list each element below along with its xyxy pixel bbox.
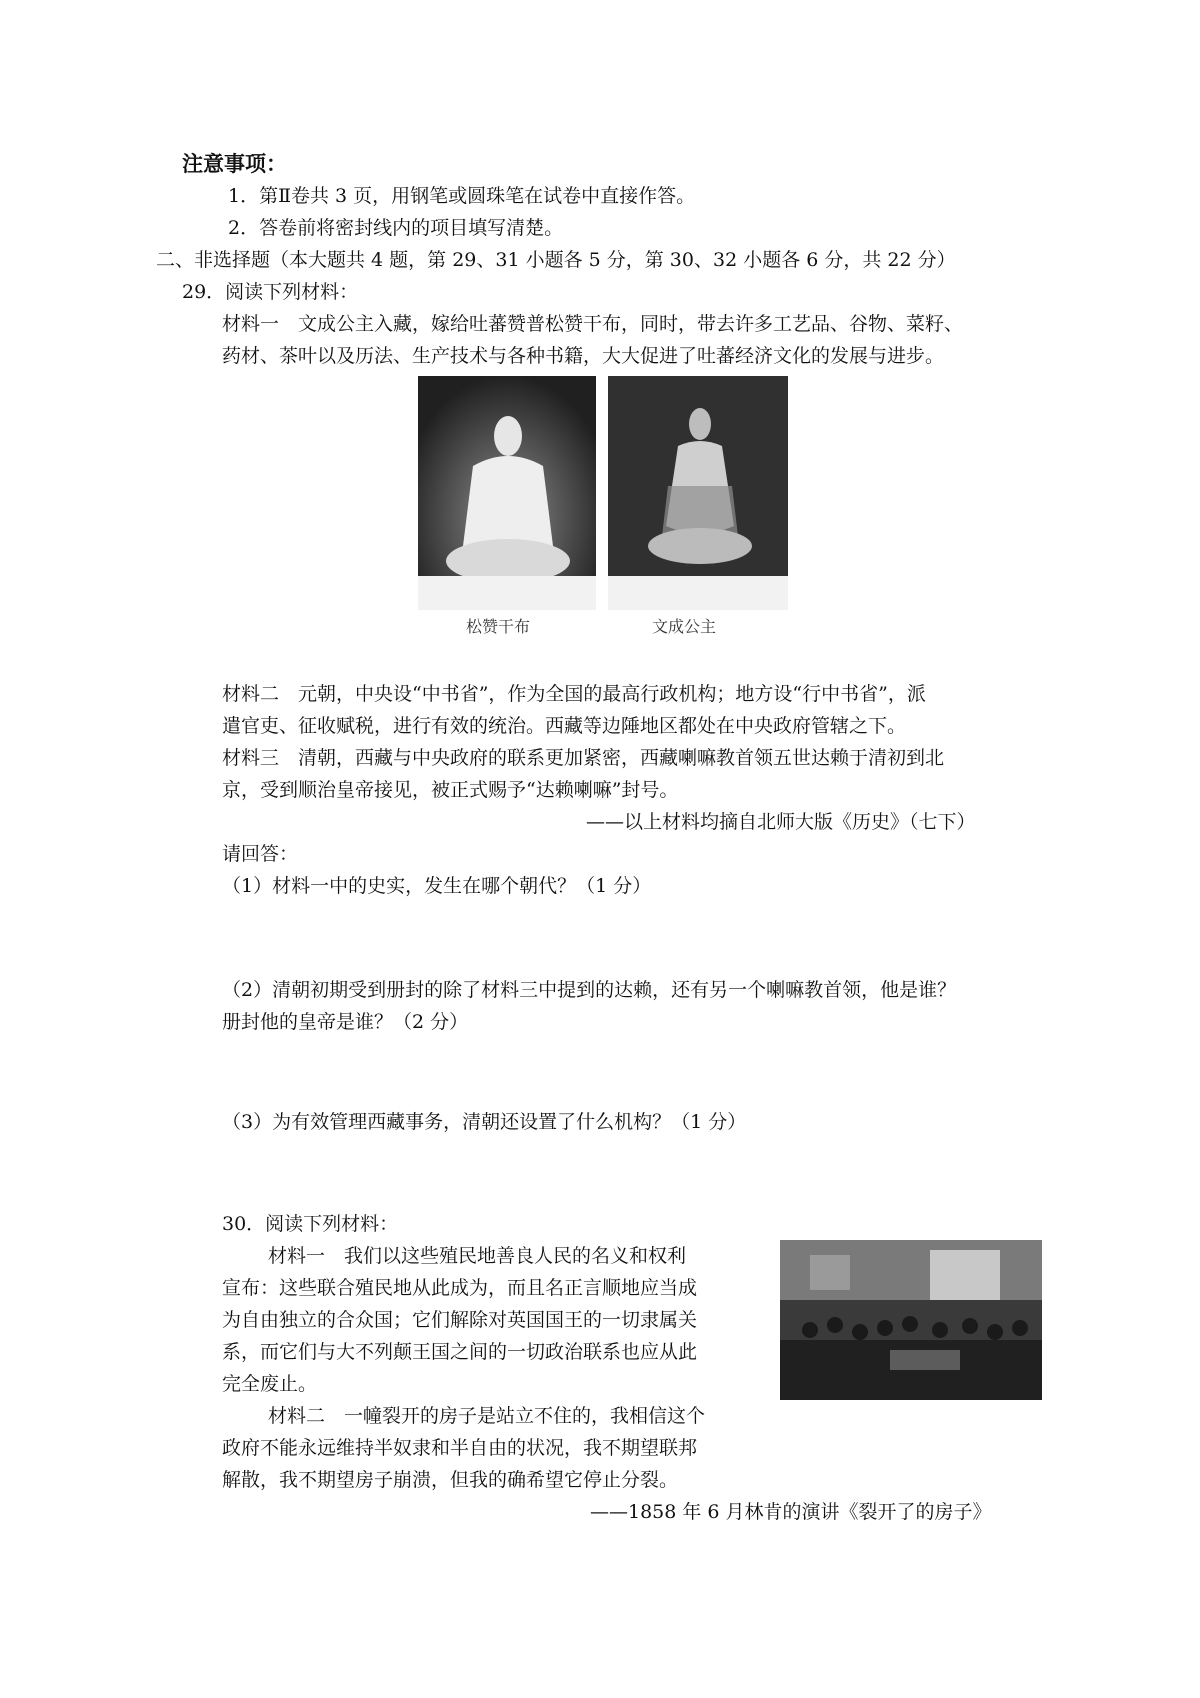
q30-material1-line5: 完全废止。 [222,1373,318,1395]
statue-icon [418,376,596,610]
notice-title: 注意事项： [182,152,287,176]
q29-material3-line1: 材料三 清朝，西藏与中央政府的联系更加紧密，西藏喇嘛教首领五世达赖于清初到北 [222,747,945,769]
q29-material3-line2: 京，受到顺治皇帝接见，被正式赐予“达赖喇嘛”封号。 [222,779,679,801]
songtsen-gampo-photo [418,376,596,610]
q30-material2-line1: 材料二 一幢裂开的房子是站立不住的，我相信这个 [268,1405,706,1427]
princess-wencheng-photo [608,376,788,610]
princess-wencheng-caption: 文成公主 [652,617,717,636]
q30-source: ——1858 年 6 月林肯的演讲《裂开了的房子》 [590,1501,992,1523]
q29-material1-line2: 药材、茶叶以及历法、生产技术与各种书籍，大大促进了吐蕃经济文化的发展与进步。 [222,345,945,367]
q29-intro: 29．阅读下列材料： [182,281,359,303]
q30-material2-line2: 政府不能永远维持半奴隶和半自由的状况，我不期望联邦 [222,1437,698,1459]
q29-subquestion-2-line1: （2）清朝初期受到册封的除了材料三中提到的达赖，还有另一个喇嘛教首领，他是谁？ [222,979,957,1001]
q30-intro: 30．阅读下列材料： [222,1213,399,1235]
q30-material1-line1: 材料一 我们以这些殖民地善良人民的名义和权利 [268,1245,687,1267]
q29-ask: 请回答： [222,843,299,865]
q30-material1-line2: 宣布：这些联合殖民地从此成为，而且名正言顺地应当成 [222,1277,698,1299]
q29-material2-line1: 材料二 元朝，中央设“中书省”，作为全国的最高行政机构；地方设“行中书省”，派 [222,683,926,705]
notice-item-2: 2．答卷前将密封线内的项目填写清楚。 [228,217,564,239]
q30-material1-line4: 系，而它们与大不列颠王国之间的一切政治联系也应从此 [222,1341,698,1363]
q30-material2-line3: 解散，我不期望房子崩溃，但我的确希望它停止分裂。 [222,1469,679,1491]
painting-icon [780,1240,1042,1400]
q29-material1-line1: 材料一 文成公主入藏，嫁给吐蕃赞普松赞干布，同时，带去许多工艺品、谷物、菜籽、 [222,313,964,335]
q29-material2-line2: 遣官吏、征收赋税，进行有效的统治。西藏等边陲地区都处在中央政府管辖之下。 [222,715,907,737]
q29-subquestion-1: （1）材料一中的史实，发生在哪个朝代？（1 分） [222,875,652,897]
declaration-painting [780,1240,1042,1400]
notice-item-1: 1．第Ⅱ卷共 3 页，用钢笔或圆珠笔在试卷中直接作答。 [228,185,696,207]
q29-source: ——以上材料均摘自北师大版《历史》（七下） [586,811,976,833]
statue-icon [608,376,788,610]
q29-subquestion-2-line2: 册封他的皇帝是谁？（2 分） [222,1011,469,1033]
q30-material1-line3: 为自由独立的合众国；它们解除对英国国王的一切隶属关 [222,1309,698,1331]
songtsen-gampo-caption: 松赞干布 [466,617,531,636]
q29-subquestion-3: （3）为有效管理西藏事务，清朝还设置了什么机构？（1 分） [222,1111,747,1133]
section-title: 二、非选择题（本大题共 4 题，第 29、31 小题各 5 分，第 30、32 小题各 6 分，共 22 分） [156,249,956,271]
